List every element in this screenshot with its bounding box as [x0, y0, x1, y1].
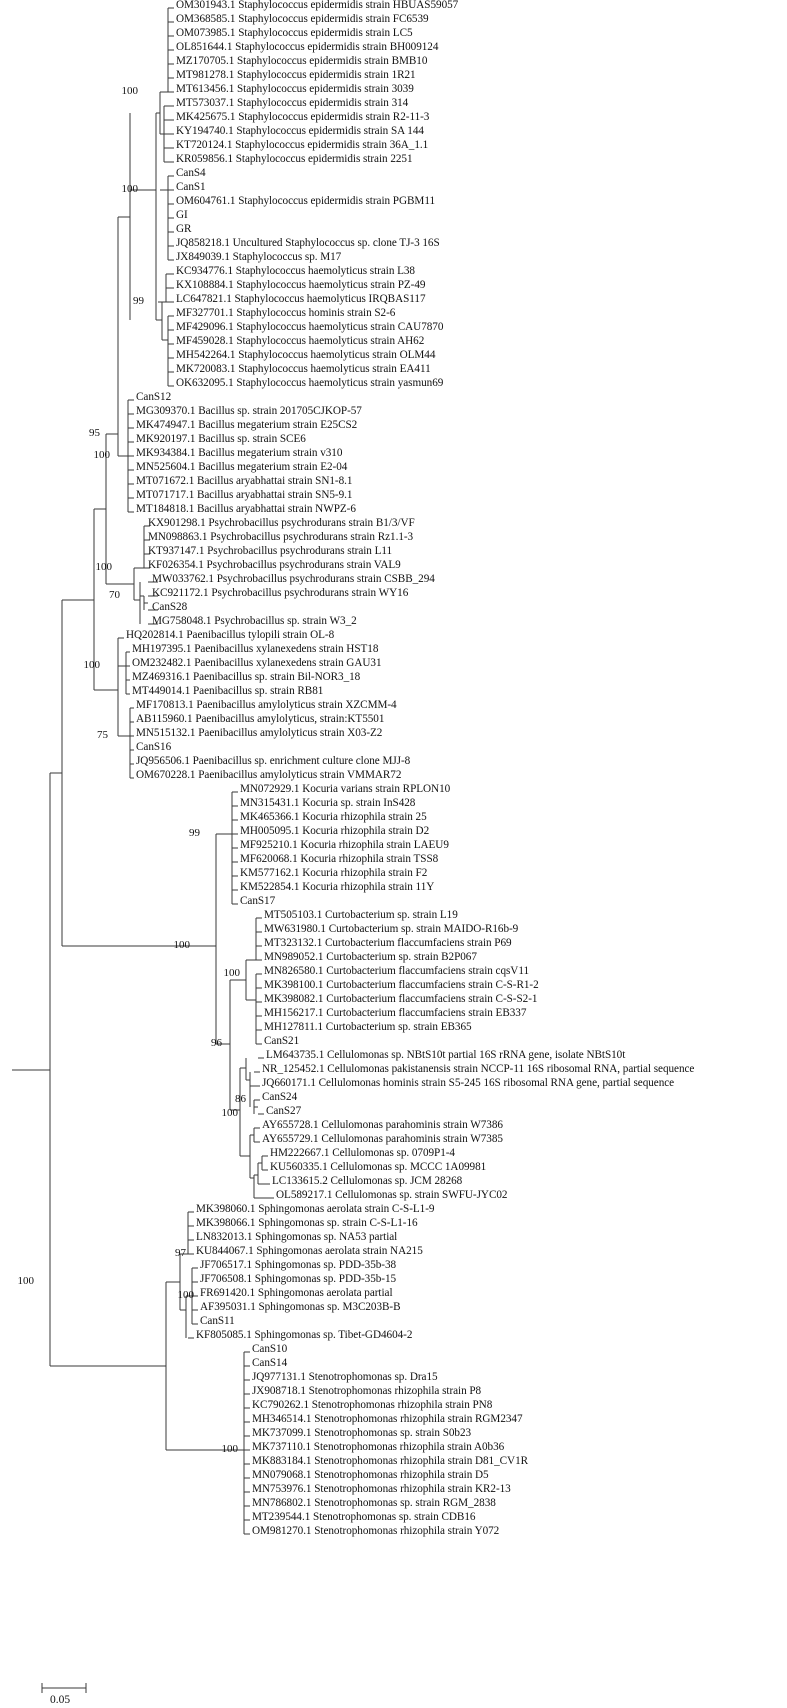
bootstrap-value: 100 [221, 1443, 238, 1455]
taxon-label: MT071672.1 Bacillus aryabhattai strain SN1-8.1 [136, 475, 353, 487]
taxon-label: CanS1 [176, 181, 206, 193]
bootstrap-value: 100 [17, 1275, 34, 1287]
taxon-label: MG758048.1 Psychrobacillus sp. strain W3_2 [152, 615, 357, 627]
taxon-label: MK720083.1 Staphylococcus haemolyticus strain EA411 [176, 363, 431, 375]
taxon-label: JQ977131.1 Stenotrophomonas sp. Dra15 [252, 1371, 438, 1383]
taxon-label: MF170813.1 Paenibacillus amylolyticus strain XZCMM-4 [136, 699, 397, 711]
taxon-label: JF706517.1 Sphingomonas sp. PDD-35b-38 [200, 1259, 397, 1271]
taxon-label: MK920197.1 Bacillus sp. strain SCE6 [136, 433, 306, 445]
taxon-label: AB115960.1 Paenibacillus amylolyticus, strain:KT5501 [136, 713, 385, 725]
taxon-label: CanS14 [252, 1357, 288, 1369]
taxon-label: MK465366.1 Kocuria rhizophila strain 25 [240, 811, 427, 823]
taxon-label: MT449014.1 Paenibacillus sp. strain RB81 [132, 685, 324, 697]
taxon-label: KU844067.1 Sphingomonas aerolata strain NA215 [196, 1245, 423, 1257]
taxon-label: MF925210.1 Kocuria rhizophila strain LAEU9 [240, 839, 449, 851]
taxon-label: KF026354.1 Psychrobacillus psychrodurans strain VAL9 [148, 559, 401, 571]
bootstrap-value: 97 [175, 1247, 186, 1259]
taxon-label: MF327701.1 Staphylococcus hominis strain S2-6 [176, 307, 396, 319]
taxon-label: MK425675.1 Staphylococcus epidermidis strain R2-11-3 [176, 111, 430, 123]
taxon-label: MN525604.1 Bacillus megaterium strain E2-04 [136, 461, 348, 473]
taxon-label: MT613456.1 Staphylococcus epidermidis strain 3039 [176, 83, 414, 95]
taxon-label: OM670228.1 Paenibacillus amylolyticus strain VMMAR72 [136, 769, 402, 781]
bootstrap-value: 100 [93, 449, 110, 461]
bootstrap-value: 95 [89, 427, 100, 439]
taxon-label: MT239544.1 Stenotrophomonas sp. strain CDB16 [252, 1511, 476, 1523]
taxon-label: MN753976.1 Stenotrophomonas rhizophila strain KR2-13 [252, 1483, 511, 1495]
taxon-label: MH005095.1 Kocuria rhizophila strain D2 [240, 825, 430, 837]
taxon-label: MZ170705.1 Staphylococcus epidermidis strain BMB10 [176, 55, 428, 67]
taxon-label: MK737099.1 Stenotrophomonas sp. strain S0b23 [252, 1427, 472, 1439]
bootstrap-value: 70 [109, 589, 120, 601]
taxon-label: OL851644.1 Staphylococcus epidermidis strain BH009124 [176, 41, 439, 53]
taxon-label: MN826580.1 Curtobacterium flaccumfaciens strain cqsV11 [264, 965, 530, 977]
taxon-label: OM604761.1 Staphylococcus epidermidis strain PGBM11 [176, 195, 435, 207]
taxon-label: CanS16 [136, 741, 172, 753]
taxon-label: JQ956506.1 Paenibacillus sp. enrichment culture clone MJJ-8 [136, 755, 411, 767]
taxon-label: MK398066.1 Sphingomonas sp. strain C-S-L1-16 [196, 1217, 418, 1229]
bootstrap-value: 86 [235, 1093, 246, 1105]
taxon-label: MH197395.1 Paenibacillus xylanexedens strain HST18 [132, 643, 379, 655]
taxon-label: HM222667.1 Cellulomonas sp. 0709P1-4 [270, 1147, 455, 1159]
taxon-label: GI [176, 209, 188, 221]
taxon-label: JQ660171.1 Cellulomonas hominis strain S5-245 16S ribosomal RNA gene, partial sequence [262, 1077, 675, 1089]
bootstrap-value: 100 [121, 183, 138, 195]
taxon-label: MW631980.1 Curtobacterium sp. strain MAIDO-R16b-9 [264, 923, 519, 935]
taxon-label: MF429096.1 Staphylococcus haemolyticus strain CAU7870 [176, 321, 444, 333]
taxon-label: MT071717.1 Bacillus aryabhattai strain SN5-9.1 [136, 489, 353, 501]
taxon-label: OM981270.1 Stenotrophomonas rhizophila strain Y072 [252, 1525, 500, 1537]
taxon-label: CanS21 [264, 1035, 300, 1047]
taxon-label: MN072929.1 Kocuria varians strain RPLON10 [240, 783, 451, 795]
taxon-label: JX849039.1 Staphylococcus sp. M17 [176, 251, 342, 263]
taxon-label: OM073985.1 Staphylococcus epidermidis strain LC5 [176, 27, 413, 39]
bootstrap-value: 100 [83, 659, 100, 671]
bootstrap-value: 100 [95, 561, 112, 573]
taxon-label: LM643735.1 Cellulomonas sp. NBtS10t partial 16S rRNA gene, isolate NBtS10t [266, 1049, 626, 1061]
taxon-label: MT184818.1 Bacillus aryabhattai strain NWPZ-6 [136, 503, 356, 515]
taxon-label: MH346514.1 Stenotrophomonas rhizophila strain RGM2347 [252, 1413, 523, 1425]
taxon-label: CanS27 [266, 1105, 302, 1117]
taxon-label: KX901298.1 Psychrobacillus psychrodurans strain B1/3/VF [148, 517, 415, 529]
taxon-label: MN515132.1 Paenibacillus amylolyticus strain X03-Z2 [136, 727, 383, 739]
taxon-label: AY655728.1 Cellulomonas parahominis strain W7386 [262, 1119, 503, 1131]
taxon-label: AY655729.1 Cellulomonas parahominis strain W7385 [262, 1133, 503, 1145]
taxon-label: CanS12 [136, 391, 172, 403]
taxon-label: MK737110.1 Stenotrophomonas rhizophila strain A0b36 [252, 1441, 505, 1453]
taxon-label: KX108884.1 Staphylococcus haemolyticus strain PZ-49 [176, 279, 426, 291]
taxon-label: MG309370.1 Bacillus sp. strain 201705CJKOP-57 [136, 405, 362, 417]
taxon-label: KC921172.1 Psychrobacillus psychrodurans strain WY16 [152, 587, 409, 599]
bootstrap-value: 100 [177, 1289, 194, 1301]
taxon-label: GR [176, 223, 192, 235]
taxon-label: LC647821.1 Staphylococcus haemolyticus IRQBAS117 [176, 293, 426, 305]
taxon-label: MK883184.1 Stenotrophomonas rhizophila strain D81_CV1R [252, 1455, 529, 1467]
taxon-label: MZ469316.1 Paenibacillus sp. strain Bil-NOR3_18 [132, 671, 361, 683]
bootstrap-value: 96 [211, 1037, 222, 1049]
taxon-label: CanS11 [200, 1315, 235, 1327]
taxon-label: LC133615.2 Cellulomonas sp. JCM 28268 [272, 1175, 463, 1187]
taxon-label: CanS4 [176, 167, 206, 179]
taxon-label: OM368585.1 Staphylococcus epidermidis strain FC6539 [176, 13, 429, 25]
taxon-label: MK398082.1 Curtobacterium flaccumfaciens strain C-S-S2-1 [264, 993, 538, 1005]
bootstrap-value: 99 [133, 295, 144, 307]
taxon-label: LN832013.1 Sphingomonas sp. NA53 partial [196, 1231, 398, 1243]
taxon-label: CanS28 [152, 601, 188, 613]
taxon-label: KF805085.1 Sphingomonas sp. Tibet-GD4604-2 [196, 1329, 413, 1341]
taxon-label: MT981278.1 Staphylococcus epidermidis strain 1R21 [176, 69, 416, 81]
taxon-label: KM577162.1 Kocuria rhizophila strain F2 [240, 867, 428, 879]
taxon-label: MH127811.1 Curtobacterium sp. strain EB365 [264, 1021, 472, 1033]
taxon-label: JQ858218.1 Uncultured Staphylococcus sp. clone TJ-3 16S [176, 237, 440, 249]
taxon-label: OL589217.1 Cellulomonas sp. strain SWFU-JYC02 [276, 1189, 508, 1201]
taxon-label: KT720124.1 Staphylococcus epidermidis strain 36A_1.1 [176, 139, 429, 151]
taxon-label: JF706508.1 Sphingomonas sp. PDD-35b-15 [200, 1273, 397, 1285]
bootstrap-value: 100 [173, 939, 190, 951]
taxon-label: JX908718.1 Stenotrophomonas rhizophila strain P8 [252, 1385, 482, 1397]
bootstrap-value: 100 [221, 1107, 238, 1119]
taxon-label: KM522854.1 Kocuria rhizophila strain 11Y [240, 881, 435, 893]
taxon-label: OM232482.1 Paenibacillus xylanexedens strain GAU31 [132, 657, 382, 669]
taxon-label: MN098863.1 Psychrobacillus psychrodurans strain Rz1.1-3 [148, 531, 414, 543]
taxon-label: CanS24 [262, 1091, 298, 1103]
taxon-label: KY194740.1 Staphylococcus epidermidis strain SA 144 [176, 125, 424, 137]
taxon-label: MN315431.1 Kocuria sp. strain InS428 [240, 797, 416, 809]
taxon-label: OM301943.1 Staphylococcus epidermidis strain HBUAS59057 [176, 0, 459, 11]
taxon-label: AF395031.1 Sphingomonas sp. M3C203B-B [200, 1301, 401, 1313]
taxon-label: KR059856.1 Staphylococcus epidermidis strain 2251 [176, 153, 413, 165]
taxon-label: FR691420.1 Sphingomonas aerolata partial [200, 1287, 393, 1299]
taxon-label: MF459028.1 Staphylococcus haemolyticus strain AH62 [176, 335, 425, 347]
taxon-label: MH156217.1 Curtobacterium flaccumfaciens strain EB337 [264, 1007, 527, 1019]
taxon-label: MK398100.1 Curtobacterium flaccumfaciens strain C-S-R1-2 [264, 979, 539, 991]
taxon-label: KU560335.1 Cellulomonas sp. MCCC 1A09981 [270, 1161, 487, 1173]
taxon-label: MN989052.1 Curtobacterium sp. strain B2P067 [264, 951, 477, 963]
taxon-label: MT323132.1 Curtobacterium flaccumfaciens strain P69 [264, 937, 512, 949]
taxon-label: MF620068.1 Kocuria rhizophila strain TSS8 [240, 853, 439, 865]
taxon-label: MK474947.1 Bacillus megaterium strain E25CS2 [136, 419, 358, 431]
taxon-label: MW033762.1 Psychrobacillus psychrodurans strain CSBB_294 [152, 573, 435, 585]
taxon-label: MK398060.1 Sphingomonas aerolata strain C-S-L1-9 [196, 1203, 435, 1215]
taxon-label: MT573037.1 Staphylococcus epidermidis strain 314 [176, 97, 409, 109]
taxon-label: NR_125452.1 Cellulomonas pakistanensis strain NCCP-11 16S ribosomal RNA, partial sequence [262, 1063, 695, 1075]
taxon-label: MH542264.1 Staphylococcus haemolyticus strain OLM44 [176, 349, 436, 361]
taxon-label: MT505103.1 Curtobacterium sp. strain L19 [264, 909, 458, 921]
scale-bar-label: 0.05 [50, 1694, 71, 1706]
taxon-label: CanS10 [252, 1343, 288, 1355]
taxon-label: MK934384.1 Bacillus megaterium strain v310 [136, 447, 343, 459]
bootstrap-value: 100 [223, 967, 240, 979]
taxon-label: MN079068.1 Stenotrophomonas rhizophila strain D5 [252, 1469, 489, 1481]
taxon-label: KT937147.1 Psychrobacillus psychrodurans strain L11 [148, 545, 393, 557]
bootstrap-value: 99 [189, 827, 200, 839]
bootstrap-value: 100 [121, 85, 138, 97]
bootstrap-value: 75 [97, 729, 108, 741]
taxon-label: HQ202814.1 Paenibacillus tylopili strain OL-8 [126, 629, 335, 641]
taxon-label: MN786802.1 Stenotrophomonas sp. strain RGM_2838 [252, 1497, 496, 1509]
taxon-label: KC790262.1 Stenotrophomonas rhizophila strain PN8 [252, 1399, 493, 1411]
taxon-label: KC934776.1 Staphylococcus haemolyticus strain L38 [176, 265, 415, 277]
taxon-label: OK632095.1 Staphylococcus haemolyticus strain yasmun69 [176, 377, 444, 389]
taxon-label: CanS17 [240, 895, 276, 907]
